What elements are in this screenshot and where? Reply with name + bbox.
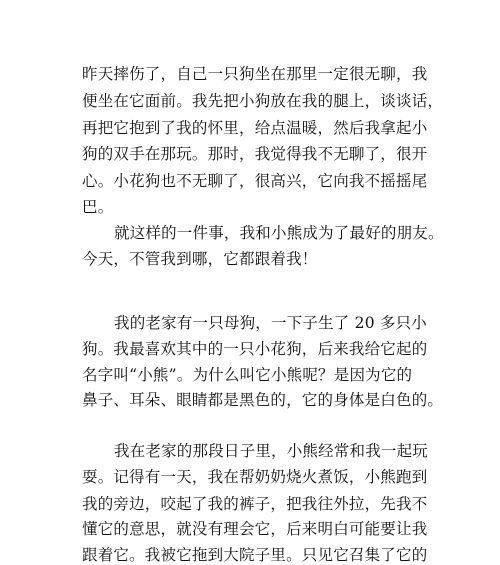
paragraph-1-line-5: 心。小花狗也不无聊了，很高兴，它向我不摇摇尾 xyxy=(82,172,428,190)
paragraph-4-line-5: 跟着它。我被它拖到大院子里。只见它召集了它的 xyxy=(82,546,428,564)
paragraph-3-line-4: 鼻子、耳朵、眼睛都是黑色的，它的身体是白色的。 xyxy=(82,391,444,409)
paragraph-1-line-2: 便坐在它面前。我先把小狗放在我的腿上，谈谈话， xyxy=(82,92,444,110)
paragraph-3-line-2: 狗。我最喜欢其中的一只小花狗，后来我给它起的 xyxy=(82,340,428,358)
paragraph-4-line-2: 耍。记得有一天，我在帮奶奶烧火煮饭，小熊跑到 xyxy=(82,468,428,486)
paragraph-2-line-2: 今天，不管我到哪，它都跟着我！ xyxy=(82,250,318,268)
paragraph-2-line-1: 就这样的一件事，我和小熊成为了最好的朋友。 xyxy=(114,224,444,242)
paragraph-1-line-6: 巴。 xyxy=(82,198,114,216)
paragraph-1-line-4: 狗的双手在那玩。那时，我觉得我不无聊了，很开 xyxy=(82,145,428,163)
paragraph-3-line-3: 名字叫“小熊”。为什么叫它小熊呢？是因为它的 xyxy=(82,366,413,384)
paragraph-3-line-1: 我的老家有一只母狗，一下子生了 20 多只小 xyxy=(114,314,427,332)
paragraph-4-line-1: 我在老家的那段日子里，小熊经常和我一起玩 xyxy=(114,442,429,460)
paragraph-1-line-1: 昨天摔伤了，自己一只狗坐在那里一定很无聊，我 xyxy=(82,65,428,83)
paragraph-4-line-4: 懂它的意思，就没有理会它，后来明白可能要让我 xyxy=(82,520,428,538)
paragraph-4-line-3: 我的旁边，咬起了我的裤子，把我往外拉，先我不 xyxy=(82,495,428,513)
paragraph-1-line-3: 再把它抱到了我的怀里，给点温暖，然后我拿起小 xyxy=(82,119,428,137)
